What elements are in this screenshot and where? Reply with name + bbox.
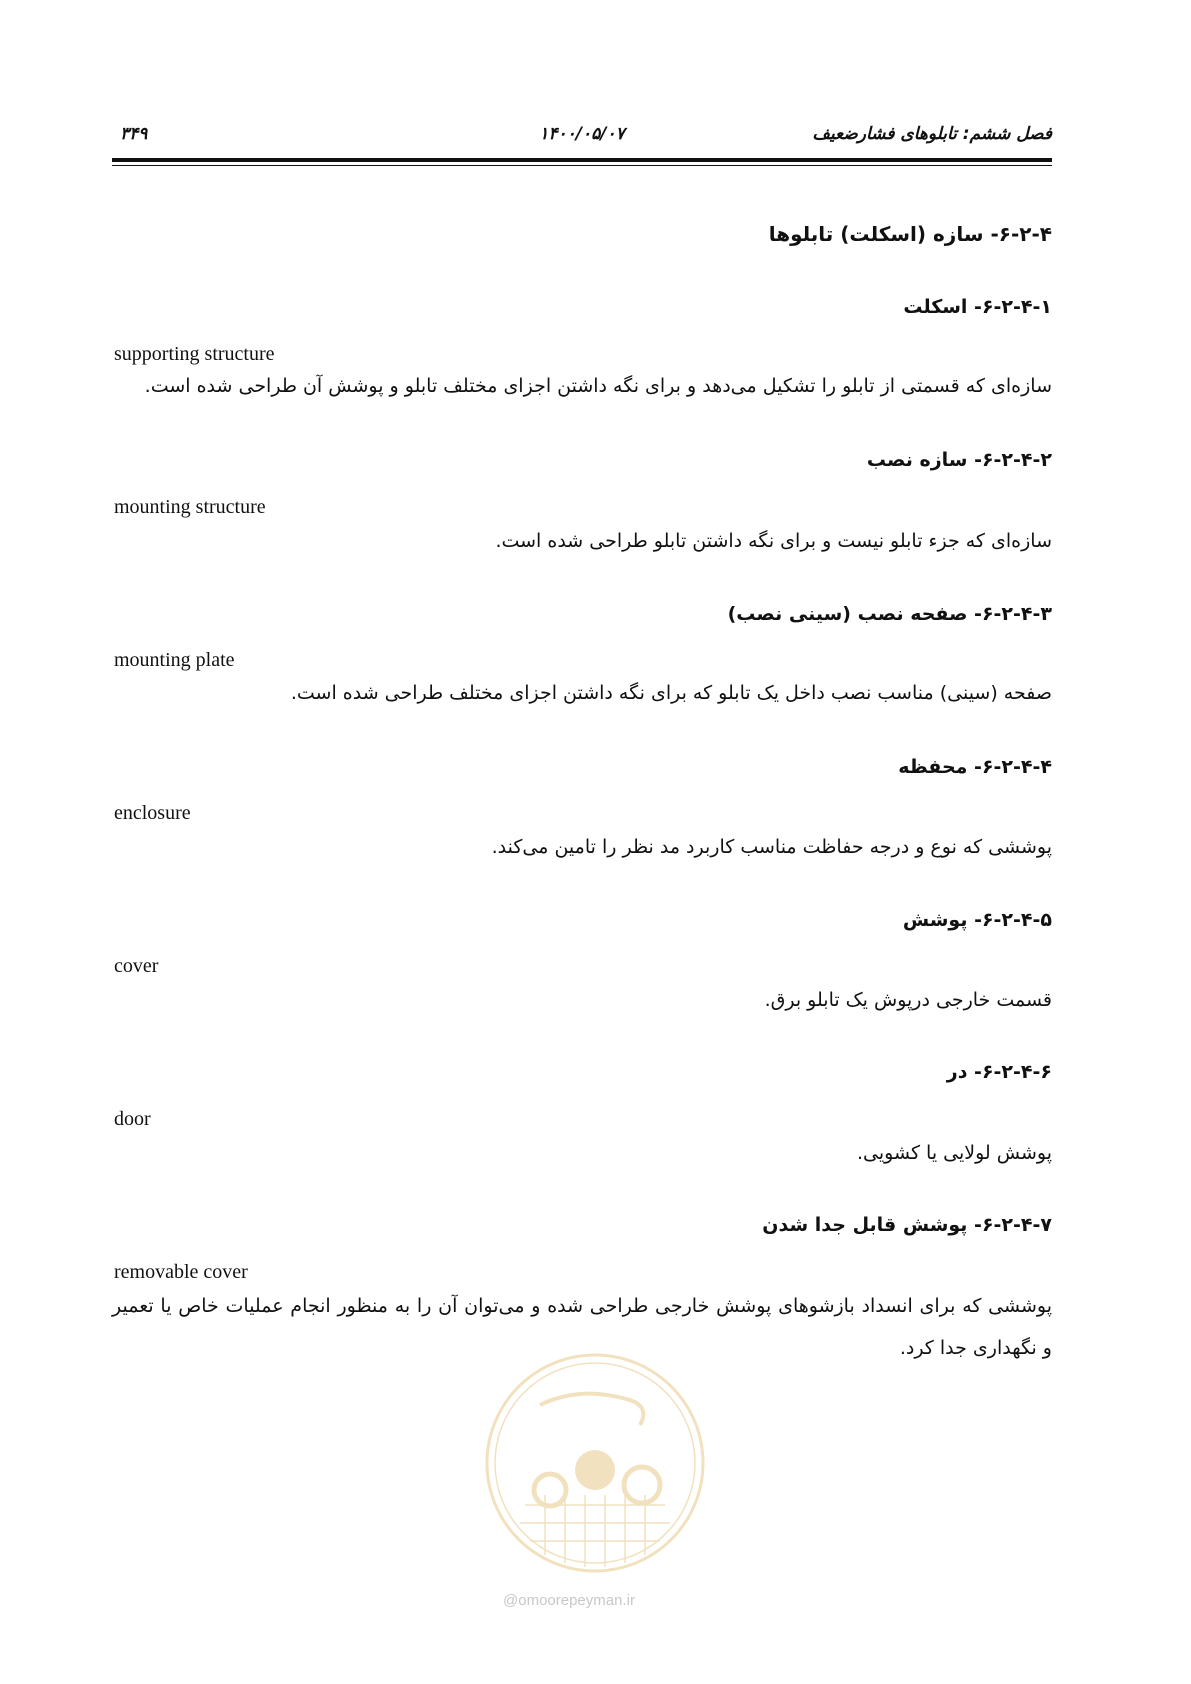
header-rule-thin	[112, 165, 1052, 166]
entry-term-en: enclosure	[114, 802, 191, 824]
chapter-title: فصل ششم: تابلوهای فشارضعیف	[812, 124, 1052, 144]
header-date: ۱۴۰۰/۰۵/۰۷	[539, 124, 625, 144]
entry-definition: سازه‌ای که جزء تابلو نیست و برای نگه داشتن تابلو طراحی شده است.	[495, 530, 1052, 552]
entry-definition: صفحه (سینی) مناسب نصب داخل یک تابلو که برای نگه داشتن اجزای مختلف طراحی شده است.	[290, 682, 1052, 704]
entry-definition: پوششی که نوع و درجه حفاظت مناسب کاربرد مد نظر را تامین می‌کند.	[491, 836, 1052, 858]
entry-term-en: removable cover	[114, 1261, 248, 1283]
entry-heading: ۶-۲-۴-۵- پوشش	[902, 909, 1052, 931]
entry-term-en: cover	[114, 955, 159, 977]
entry-heading: ۶-۲-۴-۱- اسکلت	[903, 296, 1052, 318]
entry-definition: قسمت خارجی درپوش یک تابلو برق.	[764, 989, 1052, 1011]
entry-term-en: mounting plate	[114, 649, 235, 671]
entry-term-en: mounting structure	[114, 496, 266, 518]
section-title: ۶-۲-۴- سازه (اسکلت) تابلوها	[768, 222, 1052, 246]
entry-heading: ۶-۲-۴-۷- پوشش قابل جدا شدن	[762, 1214, 1052, 1236]
entry-definition: سازه‌ای که قسمتی از تابلو را تشکیل می‌دهد و برای نگه داشتن اجزای مختلف تابلو و پوشش آن طراحی شده است.	[144, 375, 1052, 397]
entry-heading: ۶-۲-۴-۶- در	[946, 1061, 1052, 1083]
entry-heading: ۶-۲-۴-۲- سازه نصب	[866, 449, 1052, 471]
header-rule-thick	[112, 158, 1052, 162]
entry-term-en: supporting structure	[114, 343, 275, 365]
entry-heading: ۶-۲-۴-۴- محفظه	[898, 756, 1052, 778]
entry-heading: ۶-۲-۴-۳- صفحه نصب (سینی نصب)	[727, 603, 1052, 625]
entry-definition: پوششی که برای انسداد بازشوهای پوشش خارجی طراحی شده و می‌توان آن را به منظور انجام عملیات خاص یا تعمیر و نگهداری جدا کرد.	[112, 1295, 1052, 1359]
entry-definition: پوشش لولایی یا کشویی.	[857, 1142, 1052, 1164]
watermark-logo	[480, 1345, 710, 1595]
page-header	[112, 118, 1052, 148]
watermark-url: @omoorepeyman.ir	[503, 1592, 635, 1609]
page-number: ۳۴۹	[120, 124, 148, 144]
entry-term-en: door	[114, 1108, 151, 1130]
